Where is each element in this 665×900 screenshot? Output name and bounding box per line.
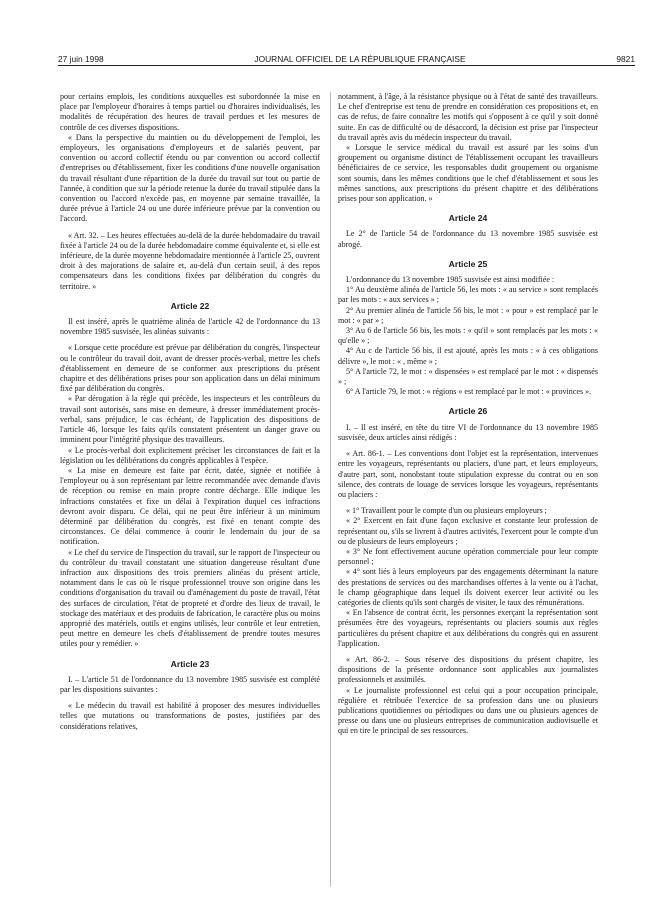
paragraph: « Lorsque le service médical du travail est assuré par les soins d'un groupement ou organisme distinct de l'établissement occupant les travailleurs bénéficiaires de ce service, les responsables dudit groupement ou organisme sont soumis, dans les mêmes conditions que le chef d'établissement et sous les mêmes sanctions, aux prescriptions du présent chapitre et des délibérations prises pour son application. » xyxy=(338,143,598,204)
paragraph: « Le chef du service de l'inspection du travail, sur le rapport de l'inspecteur ou du contrôleur du travail constatant une situation dangereuse résultant d'une infraction aux dispositions des trois premiers alinéas du présent article, notamment dans le cas où le risque professionnel trouve son origine dans les conditions d'organisation du travail ou d'aménagement du poste de travail, l'état des surfaces de circulation, l'état de propreté et d'ordre des lieux de travail, le stockage des matériaux et des produits de fabrication, le caractère plus ou moins approprié des matériels, outils et engins utilisés, leur contrôle et leur entretien, peut mettre en demeure les chefs d'établissement de prendre toutes mesures utiles pour y remédier. » xyxy=(60,547,320,649)
article-heading: Article 23 xyxy=(170,658,210,669)
paragraph: 5° A l'article 72, le mot : « dispensées » est remplacé par le mot : « dispensés » ; xyxy=(338,366,598,387)
paragraph: « Le procès-verbal doit explicitement préciser les circonstances de fait et la législation ou les délibérations du congrès applicables à l'espèce. xyxy=(60,445,320,465)
paragraph: « Dans la perspective du maintien ou du développement de l'emploi, les employeurs, les organisations d'employeurs et de salariés peuvent, par convention ou accord collectif étendu ou par convention ou accord collectif d'entreprises ou d'établissement, fixer les conditions d'une nouvelle organisation du travail résultant d'une répartition de la durée du travail sur tout ou partie de l'année, à condition que sur la période retenue la durée du travail stipulée dans la convention ou l'accord n'excède pas, en moyenne par semaine travaillée, la durée prévue à l'article 24 ou une durée inférieure prévue par la convention ou l'accord. xyxy=(60,132,320,224)
paragraph: 3° Au 6 de l'article 56 bis, les mots : « qu'il » sont remplacés par les mots : « qu'elle » ; xyxy=(338,326,598,346)
paragraph: « 4° sont liés à leurs employeurs par des engagements déterminant la nature des prestations de services ou des marchandises offertes à la vente ou à l'achat, le champ géographique dans lequel ils doivent exercer leur activité ou les catégories de clients qu'ils sont chargés de visiter, le taux des rémunérations. xyxy=(338,567,598,607)
paragraph: I. – L'article 51 de l'ordonnance du 13 novembre 1985 susvisée est complété par les dispositions suivantes : xyxy=(60,674,320,694)
paragraph: « Par dérogation à la règle qui précède, les inspecteurs et les contrôleurs du travail sont autorisés, sans mise en demeure, à dresser immédiatement procès-verbal, sans préjudice, le cas échéant, de l'application des dispositions de l'article 46, lorsque les faits qu'ils constatent présentent un danger grave ou imminent pour l'intégrité physique des travailleurs. xyxy=(60,394,320,445)
article-heading: Article 25 xyxy=(448,258,488,269)
paragraph: « Art. 32. – Les heures effectuées au-delà de la durée hebdomadaire du travail fixée à l'article 24 ou de la durée hebdomadaire comme équivalente et, si elle est inférieure, de la durée moyenne hebdomadaire mentionnée à l'article 25, ouvrent droit à des majorations de salaire et, au-delà d'un certain seuil, à des repos compensateurs dans les conditions fixées par délibération du congrès du territoire. » xyxy=(60,230,320,291)
column-divider xyxy=(330,92,331,887)
paragraph: 6° A l'article 79, le mot : « régions » est remplacé par le mot : « provinces ». xyxy=(346,387,592,397)
paragraph: 2° Au premier alinéa de l'article 56 bis, le mot : « pour » est remplacé par le mot : « par » ; xyxy=(338,305,598,325)
paragraph: « Le médecin du travail est habilité à proposer des mesures individuelles telles que mutations ou transformations de postes, justifiées par des considérations relatives, xyxy=(60,701,320,731)
header-page-number: 9821 xyxy=(616,54,635,64)
page-header xyxy=(58,50,635,64)
article-heading: Article 24 xyxy=(448,213,488,224)
paragraph: Le 2° de l'article 54 de l'ordonnance du 13 novembre 1985 susvisée est abrogé. xyxy=(338,229,598,249)
left-column xyxy=(60,92,320,732)
paragraph: « 1° Travaillent pour le compte d'un ou plusieurs employeurs ; xyxy=(346,506,547,516)
paragraph: « Art. 86-2. – Sous réserve des dispositions du présent chapitre, les dispositions de la présente ordonnance sont applicables aux journalistes professionnels et assimilés. xyxy=(338,654,598,685)
paragraph: I. – Il est inséré, en tête du titre VI de l'ordonnance du 13 novembre 1985 susvisée, deux articles ainsi rédigés : xyxy=(338,422,598,442)
paragraph: « Lorsque cette procédure est prévue par délibération du congrès, l'inspecteur ou le contrôleur du travail doit, avant de dresser procès-verbal, mettre les chefs d'établissement en demeure de se conformer aux prescriptions du présent chapitre et des délibérations prises pour son application dans un délai minimum fixé par délibération du congrès. xyxy=(60,343,320,394)
header-rule xyxy=(58,65,635,66)
paragraph: « Art. 86-1. – Les conventions dont l'objet est la représentation, intervenues entre les voyageurs, représentants ou placiers, d'une part, et leurs employeurs, d'autre part, sont, nonobstant toute stipulation expresse du contrat ou en son silence, des contrats de louage de services lorsque les voyageurs, représentants ou placiers : xyxy=(338,449,598,499)
paragraph: « 2° Exercent en fait d'une façon exclusive et constante leur profession de représentant ou, s'ils se livrent à d'autres activités, l'exercent pour le compte d'un ou de plusieurs de leurs employeurs ; xyxy=(338,516,598,546)
article-heading: Article 26 xyxy=(448,406,488,417)
paragraph: « La mise en demeure est faite par écrit, datée, signée et notifiée à l'employeur ou à son représentant par lettre recommandée avec demande d'avis de réception ou remise en main propre contre décharge. Elle indique les infractions constatées et fixe un délai à l'expiration duquel ces infractions devront avoir disparu. Ce délai, qui ne peut être inférieur à un minimum déterminé par délibération du congrès, est fixé en tenant compte des circonstances. Ce délai commence à courir le lendemain du jour de sa notification. xyxy=(60,465,320,547)
article-heading: Article 22 xyxy=(170,300,210,311)
header-date: 27 juin 1998 xyxy=(58,54,104,64)
paragraph: notamment, à l'âge, à la résistance physique ou à l'état de santé des travailleurs. Le chef d'entreprise est tenu de prendre en considération ces propositions et, en cas de refus, de faire connaître les motifs qui s'opposent à ce qu'il y soit donné suite. En cas de difficulté ou de désaccord, la décision est prise par l'inspecteur du travail après avis du médecin inspecteur du travail. xyxy=(338,92,598,142)
paragraph: 1° Au deuxième alinéa de l'article 56, les mots : « au service » sont remplacés par les mots : « aux services » ; xyxy=(338,285,598,305)
paragraph: « Le journaliste professionnel est celui qui a pour occupation principale, régulière et rétribuée l'exercice de sa profession dans une ou plusieurs publications quotidiennes ou périodiques ou dans une ou plusieurs agences de presse ou dans une ou plusieurs entreprises de communication audiovisuelle et qui en tire le principal de ses ressources. xyxy=(338,685,598,736)
paragraph: L'ordonnance du 13 novembre 1985 susvisée est ainsi modifiée : xyxy=(346,275,555,285)
paragraph: Il est inséré, après le quatrième alinéa de l'article 42 de l'ordonnance du 13 novembre 1985 susvisée, les alinéas suivants : xyxy=(60,317,320,337)
header-journal-title: JOURNAL OFFICIEL DE LA RÉPUBLIQUE FRANÇAISE xyxy=(254,54,466,64)
right-column xyxy=(338,92,598,737)
paragraph: 4° Au c de l'article 56 bis, il est ajouté, après les mots : « à ces obligations délivre », le mot : « , même » ; xyxy=(338,346,598,366)
paragraph: « En l'absence de contrat écrit, les personnes exerçant la représentation sont présumées être des voyageurs, représentants ou placiers soumis aux règles particulières du présent chapitre et aux délibérations du congrès qui en assurent l'application. xyxy=(338,608,598,648)
paragraph: pour certains emplois, les conditions auxquelles est subordonnée la mise en place par l'employeur d'horaires à temps partiel ou d'horaires individualisés, les modalités de récupération des heures de travail perdues et les mesures de contrôle de ces diverses dispositions. xyxy=(60,92,320,132)
paragraph: « 3° Ne font effectivement aucune opération commerciale pour leur compte personnel ; xyxy=(338,546,598,567)
